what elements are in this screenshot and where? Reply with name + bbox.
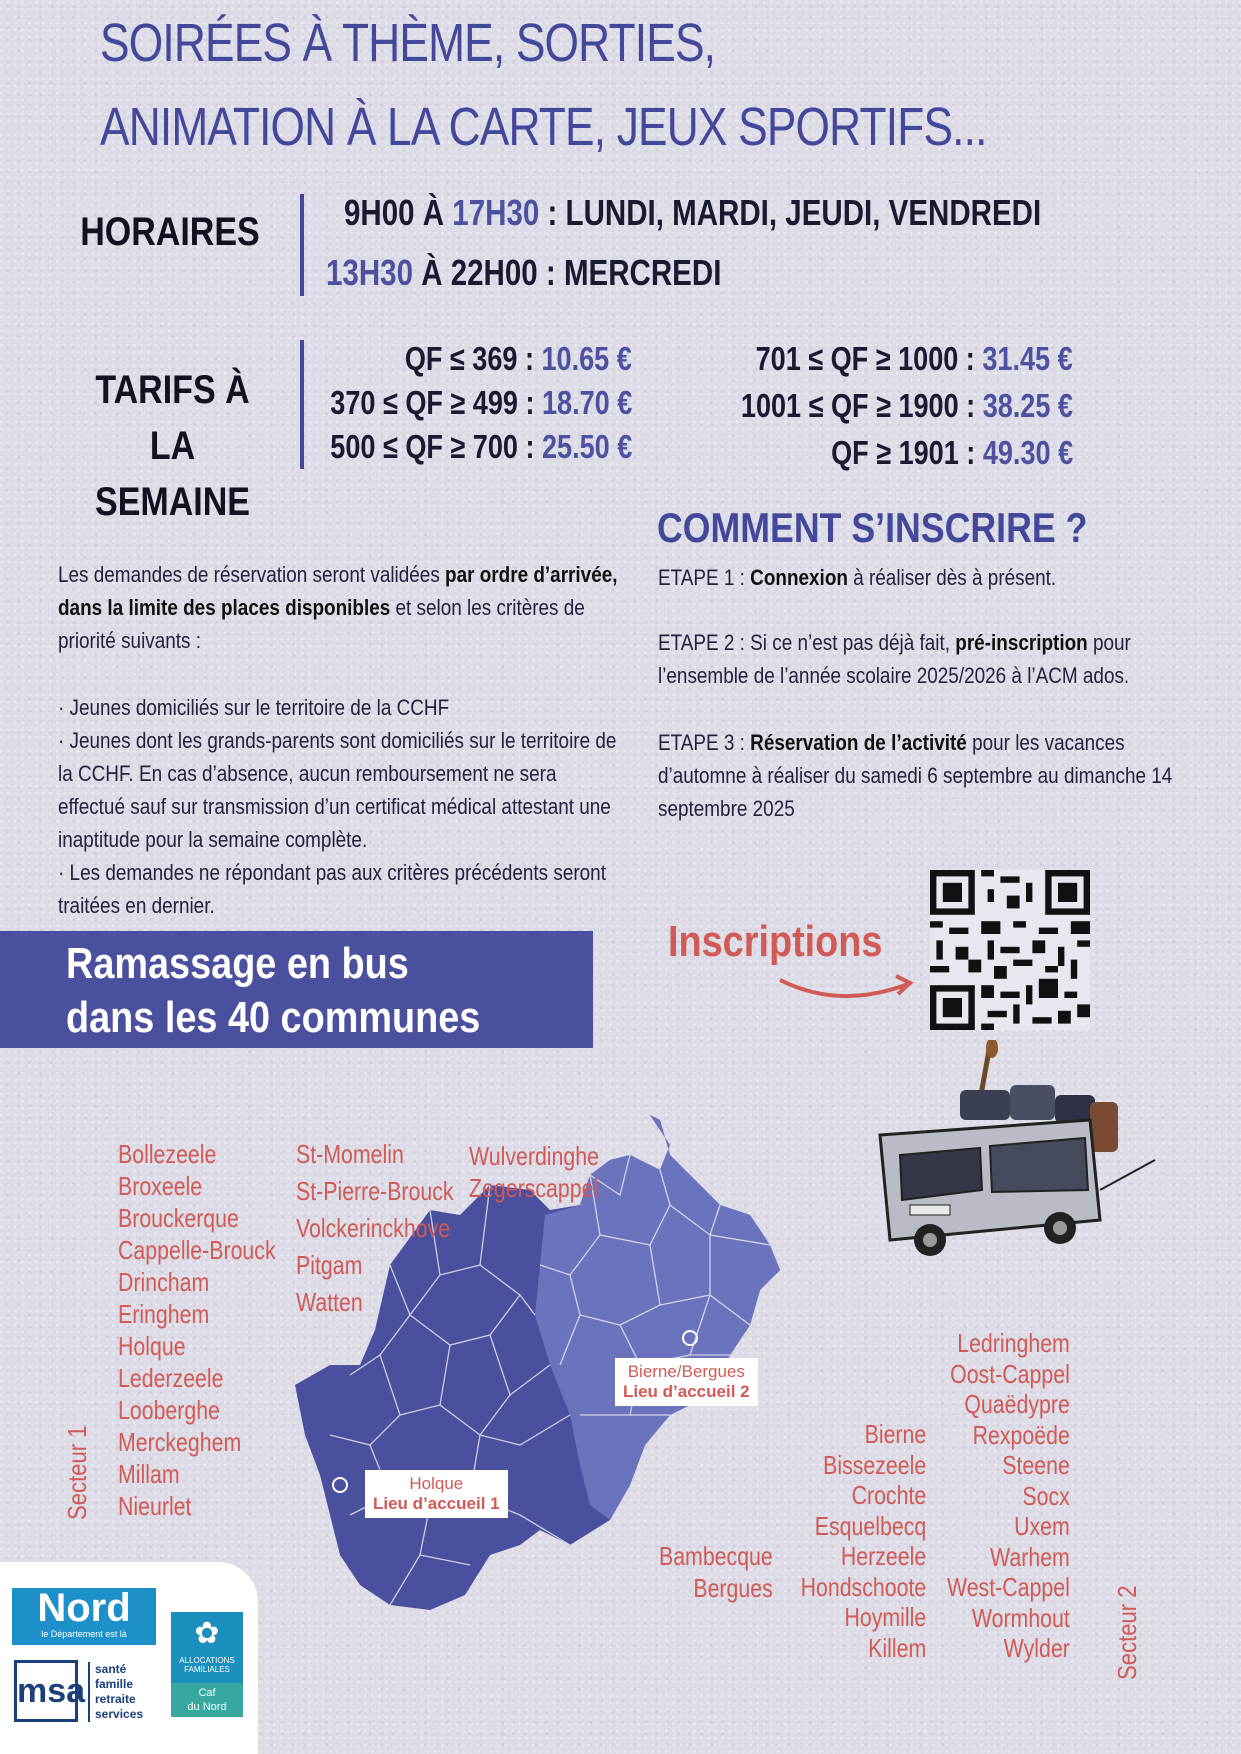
- bus-illustration: [860, 1040, 1160, 1280]
- step-2: ETAPE 2 : Si ce n’est pas déjà fait, pré-inscription pour l’ensemble de l’année scolaire 2025/2026 à l’ACM ados.: [658, 630, 1131, 688]
- bus-banner-line-1: Ramassage en bus: [66, 939, 409, 988]
- tarif-right-1: 701 ≤ QF ≥ 1000 : 31.45 €: [755, 340, 1073, 377]
- secteur1-col-1: Bollezeele Broxeele Brouckerque Cappelle-Brouck Drincham Eringhem Holque Lederzeele Looberghe Merckeghem Millam Nieurlet: [118, 1139, 276, 1521]
- tarifs-divider: [300, 340, 304, 469]
- tarif-left-1: QF ≤ 369 : 10.65 €: [405, 340, 632, 377]
- tarif-left-3: 500 ≤ QF ≥ 700 : 25.50 €: [330, 428, 632, 465]
- criteria-item-3: · Les demandes ne répondant pas aux critères précédents seront traitées en dernier.: [58, 860, 606, 918]
- tarif-right-2: 1001 ≤ QF ≥ 1900 : 38.25 €: [740, 387, 1073, 424]
- title-line-2: ANIMATION À LA CARTE, JEUX SPORTIFS...: [100, 97, 987, 157]
- horaires-row-2: 13H30 À 22H00 : MERCREDI: [326, 252, 722, 293]
- caf-logo: ✿ ALLOCATIONS FAMILIALES Caf du Nord: [171, 1612, 243, 1717]
- bus-banner-line-2: dans les 40 communes: [66, 993, 481, 1042]
- caf-family-icon: ✿: [194, 1617, 220, 1650]
- arrow-icon: [770, 970, 915, 1005]
- criteria-item-1: · Jeunes domiciliés sur le territoire de la CCHF: [58, 695, 450, 720]
- bus-banner: [0, 931, 593, 1048]
- qr-code[interactable]: [930, 870, 1090, 1030]
- msa-tagline: santé famille retraite services: [88, 1662, 143, 1722]
- horaires-divider: [300, 194, 304, 296]
- step-1: ETAPE 1 : Connexion à réaliser dès à présent.: [658, 565, 1057, 590]
- tarif-left-2: 370 ≤ QF ≥ 499 : 18.70 €: [330, 384, 632, 421]
- secteur2-col-b: Bierne Bissezeele Crochte Esquelbecq Herzeele Hondschoote Hoymille Killem: [800, 1419, 926, 1663]
- title-line-1: SOIRÉES À THÈME, SORTIES,: [100, 13, 716, 73]
- secteur-2-label: Secteur 2: [1112, 1585, 1142, 1680]
- tarif-right-3: QF ≥ 1901 : 49.30 €: [830, 434, 1073, 471]
- place-label-1: Holque Lieu d’accueil 1: [365, 1470, 508, 1518]
- tarifs-label: TARIFS À LA SEMAINE: [95, 368, 250, 524]
- nord-logo: Nord le Département est là: [12, 1588, 156, 1645]
- inscription-heading: COMMENT S’INSCRIRE ?: [657, 504, 1088, 551]
- secteur1-col-2: St-Momelin St-Pierre-Brouck Volckerinckhove Pitgam Watten: [296, 1139, 454, 1317]
- msa-logo: msa: [14, 1660, 78, 1722]
- criteria-item-2: · Jeunes dont les grands-parents sont domiciliés sur le territoire de la CCHF. En cas d’absence, aucun remboursement ne sera effectué sauf sur transmission d’un certificat médical attestant une inaptitude pour la semaine complète.: [58, 728, 617, 852]
- step-3: ETAPE 3 : Réservation de l’activité pour les vacances d’automne à réaliser du samedi 6 septembre au dimanche 14 septembre 2025: [658, 730, 1173, 821]
- place-label-2: Bierne/Bergues Lieu d’accueil 2: [615, 1358, 758, 1406]
- reservation-intro: Les demandes de réservation seront validées par ordre d’arrivée, dans la limite des places disponibles et selon les critères de priorité suivants :: [58, 562, 618, 653]
- secteur-1-label: Secteur 1: [62, 1425, 92, 1520]
- horaires-label: HORAIRES: [80, 210, 260, 254]
- secteur2-col-a: Bambecque Bergues: [659, 1541, 773, 1603]
- secteur1-col-3: Wulverdinghe Zegerscappel: [469, 1141, 599, 1203]
- reservation-criteria: [58, 691, 628, 922]
- horaires-row-1: 9H00 À 17H30 : LUNDI, MARDI, JEUDI, VENDREDI: [344, 192, 1042, 233]
- inscriptions-label: Inscriptions: [668, 917, 883, 966]
- secteur2-col-c: Ledringhem Oost-Cappel Quaëdypre Rexpoëde Steene Socx Uxem Warhem West-Cappel Wormhout Wylder: [947, 1328, 1070, 1663]
